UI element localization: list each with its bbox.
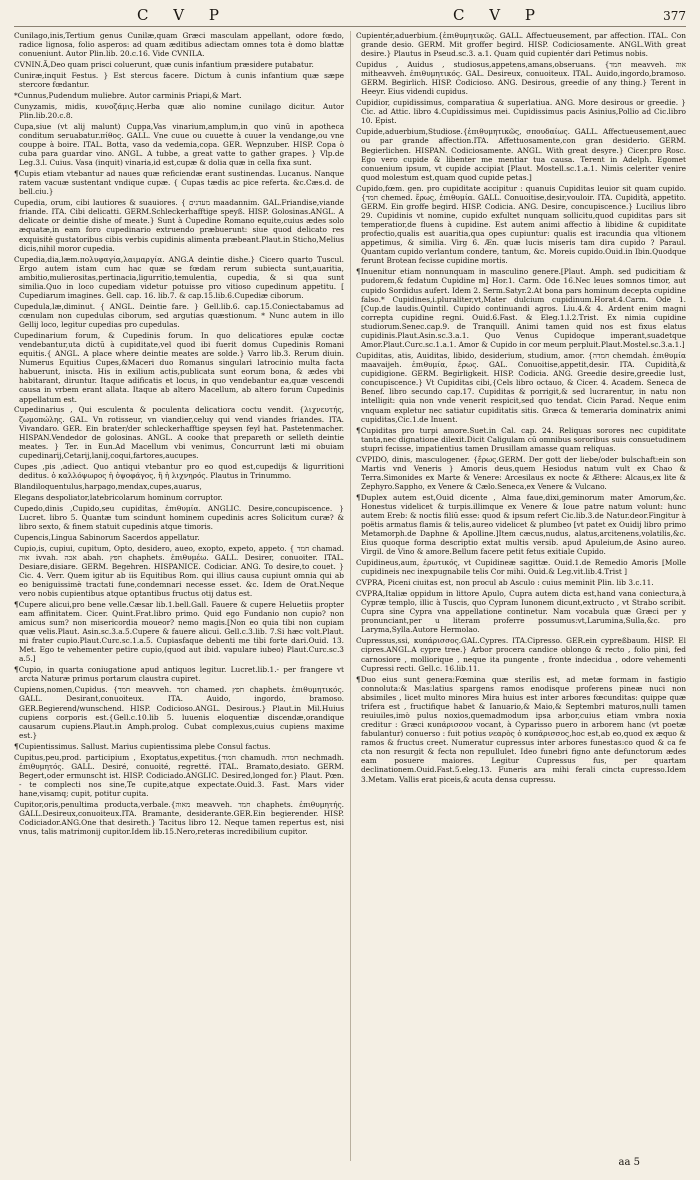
dictionary-entry: Elegans despoliator,latebricolarum hominum corruptor. xyxy=(14,492,223,502)
page-number: 377 xyxy=(663,9,686,23)
dictionary-entry: ¶Cupis etiam vtebantur ad naues quæ reficiendæ erant sustinendas. Lucanus. Nanque ratem vacuæ sustentant vndique cupæ. { Cupas tædis ac pice referta. &c.Cæs.d. de bell.ciu.} xyxy=(14,169,344,197)
dictionary-entry: ¶Cupientissimus. Sallust. Marius cupientissima plebe Consul factus. xyxy=(14,741,271,751)
dictionary-entry: ¶Cupere alicui,pro bene velle.Cæsar lib.1.bell.Gall. Fauere & cupere Heluetiis propter eam affinitatem. Cicer. Quint.Frat.libro primo. Quid ego Fundanio non cupio? non amicus sum? non misericordia moueor? nemo magis.[Non eo quia tibi non cupiam quæ velis.Plaut. Asin.sc.3.a.5.Cupere & fauere alicui. Gell.c.3.lib. 7.Si hæc volt.Plaut. mi frater cupio.Plaut.Curc.sc.1.a.5. Cupiasfaque debenti me tibi forte dari.Ouid. 13. Met. Ego te vehementer petire cupio,(quod aut ibid. vapulare iubeo) Plaut.Curc.sc.3 a.5.] xyxy=(14,599,344,664)
dictionary-entry: Cupitus,peu,prod. participium , Exoptatus,expetitus.{חמוד chamudh. חמדה nechmadh. ἐπιθυμητός. GALL. Desiré, conuoité, regretté. ITAL. Bramato,desiato. GERM. Begert,oder ermunscht ist. HISP. Codiciado.ANGLIC. Desired,longed for.} Plaut. Pœn. - te complecti nos sine,Te cupite,atque expectate.Ouid.3. Fast. Mars vider hane,visamq; cupit, potitur cupita. xyxy=(14,752,344,798)
dictionary-entry: ¶Cupio, in quarta coniugatione apud antiquos legitur. Lucret.lib.1.- per frangere vt arcta Naturæ primus portarum claustra cupiret. xyxy=(14,665,344,684)
dictionary-entry: Cupes ,pis ,adiect. Quo antiqui vtebantur pro eo quod est,cupedijs & ligurritioni deditus. ὁ καλλόψωρος ἡ ὀψοφάγος, ἢ ἡ λιχνηρός. Plautus in Trinummo. xyxy=(14,461,344,480)
dictionary-entry: Cupido,fœm. gen. pro cupiditate accipitur : quanuis Cupiditas leuior sit quam cupido. {חמד chemed. ἔρως, ἐπιθυμία. GALL. Conuoitise,desir,vouloir. ITA. Cupidità, appetito. GERM. Ein groffe begird. HISP. Codicia. ANG. Desire, concupiscence.} Lucilius libro 29. Cupidinis vt nomine, cupido exfultet nunquam sollicitu,quod cupiditas pars sit temperatior,de fluens à cupidine. Est autem animi affectio à libidine & cupiditate profectio,qualis est auaritia,qua opes cupiuntur: qualis est iracundia qua vltionem appetimus, & similia. Virg 6. Æn. quæ lucis miseris tam dira cupido ? Paraul. Quantam cupido verlantum condere, tantum, &c. Moreis cupido.Ouid.in Ibin.Quodque ferunt Brotean fecisse cupidine mortis. xyxy=(356,183,686,266)
dictionary-entry: Cupedula,læ,diminut. { ANGL. Deintie fare. } Gell.lib.6. cap.15.Coniectabamus ad cœnulam non cupedulas ciborum, sed argutias quæstionum. * Nunc autem in illo Gellij loco, legitur cupedias pro cupedulas. xyxy=(14,301,344,329)
dictionary-entry: ¶Cupiditas pro turpi amore.Suet.in Cal. cap. 24. Reliquas sorores nec cupiditate tanta,nec dignatione dilexit.Dicit Caligulam cū omnibus sororibus suis consuetudinem stupri fecisse, impatientius tamen Drusillam amasse quam reliquas. xyxy=(356,425,686,453)
dictionary-entry: Blandiloquentulus,harpago,mendax,cupes,auarus, xyxy=(14,481,202,491)
dictionary-entry: CVPRA, Piceni ciuitas est, non procul ab Asculo : cuius meminit Plin. lib 3.c.11. xyxy=(356,578,654,588)
dictionary-entry: *Cunnus,Pudendum muliebre. Autor carminis Priapi,& Mart. xyxy=(14,90,242,100)
dictionary-entry: Cunilago,inis,Tertium genus Cunilæ,quam Græci masculam appellant, odore fœdo, radice lignosa, folio asperos: ad quam æditibus adiectam omnes tota è domo blattæ conueniunt. Autor Plin.lib. 20.c.16. Vide CVNILA. xyxy=(14,31,344,59)
right-running-head: C V P xyxy=(453,6,545,24)
right-column xyxy=(356,31,686,1161)
dictionary-entry: ¶Duo eius sunt genera:Fœmina quæ sterilis est, ad metæ formam in fastigio connoluta:& Mas:latius spargens ramos enodisque proferens pineæ nuci non absimiles , licet multo minores Mira huius est inter arbores fœcunditas: quippe quæ trifera est , fructifique habet & Ianuario,& Maio,& Septembri maturos,nulli tamen reuiuiles,imò pulus noxios,quemadmodum ipsa arbor,cuius etiam vmbra noxia creditur : Græci κυπάρισσον vocant, à Cyparisso puero in arborem hanc (vt poetæ fabulantur) conuerso : fuit potius νεαρὸς ὁ κυπάρισσος,hoc est,ab eo,quod ex æquo & ramos & fructus creet. Numeratur cupressus inter arbores funestas:co quod & ca fe cta non resurgit & fecta non repullulet. Ideo funebri figno ante defunctorum ædes eam posuere maiores. Legitur Cupressus fus, per quartam declinationem.Ouid.Fast.5.eleg.13. Funeris ara mihi ferali cincta cupresso.Idem 3.Metam. Vallis erat piceis,& acuta densa cupressu. xyxy=(356,674,686,784)
dictionary-entry: Cupedinarius , Qui esculenta & poculenta delicatiora coctu vendit. {λιχνευτής, ζωμοπώλης. GAL. Vn rotisseur, vn viandier,celuy qui vend viandes friandes. ITA. Vivandaro. GER. Ein brater/der schleckerhafftige speysen feyl hat. Pastetenmacher. HISPAN.Vendedor de golosinas. ANGL. A cooke that prepareth or selleth deintie meates. } Ter. in Eun.Ad Macellum vbi venimus, Concurrunt læti mi obuiam cupedinarij,Cetarij,lanij,coqui,fartores,aucupes. xyxy=(14,405,344,460)
dictionary-entry: Cupedo,dinis ,Cupido,seu cupiditas, ἐπιθυμία. ANGLIC. Desire,concupiscence. } Lucret. libro 5. Quantæ tum scindunt hominem cupedinis acres Solicitum curæ? & libro sexto, & finem statuit cupedinis atque timoris. xyxy=(14,503,344,531)
dictionary-entry: Cupa,siue (vt alij malunt) Cuppa,Vas vinarium,amplum,in quo vinū in apotheca conditum seruabatur.πίθος. GALL. Vne cuue ou cuuette à cuuer la vendange,ou vne couppe à boire. ITAL. Botta, vaso da vedemia,copa. GER. Wepnzuber. HISP. Copa ò cuba para guardar vino. ANGL. A tubbe, a great vatte to gather grapes. } Vlp.de Leg.3.l. Cuius. Vasa (inquit) vinaria,id est,cupæ & dolia quæ in cella fixa sunt. xyxy=(14,121,344,168)
two-column-body xyxy=(14,31,686,1161)
dictionary-entry: Cupidineus,aum, ἐρωτικός, vt Cupidineæ sagittæ. Ouid.1.de Remedio Amoris [Molle cupidineis nec inexpugnabile telis Cor mihi. Ouid.& Leg.vit.lib.4.Trist ] xyxy=(356,558,686,577)
dictionary-entry: CVPRA,Italiæ oppidum in littore Apulo, Cupra autem dicta est,hand vana coniectura,à Cypræ templo, illic à Tuscis, quo Cypram Iunonem dicunt,extructo , vt Strabo scribit. Cupra sine Cypra vna appellatione continetur. Nam vocabula quæ Græci per y pronunciant,per u literam proferre possumus:vt,Larumina,Sulla,&c. pro Laryma,Sylla.Autore Hermolao. xyxy=(356,589,686,635)
dictionary-entry: Cupedinarium forum, & Cupedinis forum. In quo delicatiores epulæ coctæ vendebantur,uta dictū à cupiditate,vel quod ibi fuerit domus Cupedinis Romani equitis.{ ANGL. A place where deintie meates are solde.} Varro lib.3. Rerum diuin. Numerus Equitius Cupes,&Maceri duo Romanus singulari latrocinio multa facta habuerunt, iniscta. His in exilium actis,publicata sunt eorum bona, & ædes vbi habitarant, diruntur. Itaque adificatis et locus, in quo vendebantur ea,quæ vescendi causa in vrbem erant allata. Itaque ab altero Macellum, ab altero forum Cupedinis appellatum est. xyxy=(14,330,344,404)
dictionary-entry: ¶Inuenitur etiam nonnunquam in masculino genere.[Plaut. Amph. sed pudicitiam & pudorem,& fedatum Cupidine m] Hor.1. Carm. Ode 16.Nec leues somnos timor, aut cupido Sordidus aufert. Idem 2. Serm.Satyr.2.At bona pars hominum decepta cupidine falso.* Cupidines,i.pluraliter,vt,Mater dulcium cupidinum.Horat.4.Carm. Ode 1. [Cup.de laudis.Quintil. Cupido continuandi agros. Liu.4.& 4. Ardent enim magni correpta cupidine regni. Ouid.6.Fast. & Eleg.1.l.2.Trist. Ex nimia cupidine studiorum.Senec.cap.9. de Tranquill. Animi tamen quid nos est fixus elatus cupidinis.Plaut.Asin.sc.3.a.1. Quo Venus Cupidoque imperant,suadetque Amor.Plaut.Curc.sc.1.a.1. Amor & Cupido in cor meum perpluit.Plaut.Mostel.sc.3.a.1.] xyxy=(356,267,686,350)
dictionary-entry: Cupitor,oris,penultima producta,verbale.{מאוה meavveh. חמד chaphets. ἐπιθυμητής. GALL.Desireux,conuoiteux.ITA. Bramante, desiderante.GER.Ein begierender. HISP. Codiciador.ANG.One that desireth.} Tacitus libro 12. Neque tamen repertus est, nisi vnus, talis matrimonij cupitor.Idem lib.15.Nero,reteras incredibilium cupitor. xyxy=(14,799,344,837)
dictionary-entry: Cupide,aduerbium,Studiose.{ἐπιθυμητικῶς, σπουδαίως. GALL. Affectueusement,auec ou par grande affection.ITA. Affettuosamente,con gran desiderio. GERM. Begierlichen. HISPAN. Codiciosamente. ANGL. With great desyre.} Cicer.pro Rosc. Ego vero cupide & libenter me mentiar tua causa. Terent in Adelph. Egomet conuenium ipsum, vt cupide accipiat [Plaut. Mostell.sc.1.a.1. Nimis celeriter venire quod molestum est,quam quod cupide petas.] xyxy=(356,127,686,182)
dictionary-entry: CVNIN.Ã,Deo quam prisci coluerunt, quæ cunis infantium præsidere putabatur. xyxy=(14,60,314,70)
dictionary-entry: Cupiens,nomen,Cupidus. {חמד meavveh. חמד chamed. חפץ chaphets. ἐπιθυμητικός. GALL. Desirant,conuoiteux. ITA. Auido, ingordo, bramoso. GER.Begierend/wunschend. HISP. Codicioso.ANGL. Desirous.} Plaut.in Mil.Huius cupiens corporis est.{Gell.c.10.lib 5. luuenis eloquentiæ discendæ,orandique causarum cupiens.Plaut.in Amph.prolog. Cubat complexus,cuius cupiens maxime est.} xyxy=(14,685,344,740)
dictionary-entry: Cupidus , Auidus , studiosus,appetens,amans,obseruans. {חמד meavveh. אוה mitheavveh. ἐπιθυμητικός. GAL. Desireux, conuoiteux. ITAL. Auido,ingordo,bramoso. GERM. Begirlich. HISP. Codicioso. ANG. Desirous, greedie of any thing.} Terent in Heeyr. Eius videndi cupidus. xyxy=(356,60,686,97)
dictionary-entry: Cupidior, cupidissimus, comparatiua & superlatiua. ANG. More desirous or greedie. } Cic. ad Attic. libro 4.Cupidissimus mei. Cupidissimus pacis Asinius,Pollio ad Cic.libro 10. Epist. xyxy=(356,98,686,126)
dictionary-entry: CVPIDO, dinis, masculogener. {ἔρως.GERM. Der gott der liebe/oder bulschaft:ein son Martis vnd Veneris } Amoris deus,quem Hesiodus natum vult ex Chao & Terra.Simonides ex Marte & Venere: Arcesilaus ex nocte & Æthere: Alcaus,ex lite & Zephyro.Sappho, ex Venere & Cælo.Seneca,ex Venere & Vulcano. xyxy=(356,454,686,491)
dictionary-entry: Cuniræ,inquit Festus. } Est stercus facere. Dictum à cunis infantium quæ sæpe stercore fœdantur. xyxy=(14,70,344,90)
dictionary-entry: Cupiditas, atis, Auiditas, libido, desiderium, studium, amor. {חמדה chemdah. ἐπιθυμία maavaijeh. ἐπιθυμία, ἔρως. GAL. Conuoitise,appetit,desir. ITA. Cupidità,& cupidigione. GERM. Begirligkeit. HISP. Codicia. ANG. Greedie desire,greedie lust, concupiscence.} Vt Cupiditas cibi,{Cels libro octauo, & Cicer. 4. Academ. Seneca de Benef. libro secundo cap.17. Cupiditas & porrigit,& sed lucrarentur, in natu non intelligit: quia non vnde venerit respicit,sed quo tendat. Cicin Parad. Neque enim vnquam expletur nec satiatur cupiditatis sitis. Græca & temeraria dominatrix animi cupiditas,Cic.1.de Inuent. xyxy=(356,350,686,424)
left-column xyxy=(14,31,344,1161)
dictionary-entry: Cupedia,dia,læm.πολυφαγία,λαιμαργία. ANG.A deintie dishe.} Cicero quarto Tuscul. Ergo autem istam cum hac quæ se fœdam rerum subiecta sunt,auaritia, ambitio,mulierositas,pertinacia,ligurritio,temulentia, cupedia, & si qua sunt similia.Quo in loco cupediam videtur potuisse pro vitioso cupedinum appetitu. [ Cupediarum imagines. Gell. cap. 16. lib.7. & cap.15.lib.6.Cupediæ ciborum. xyxy=(14,254,344,300)
dictionary-entry: Cupio,is, cupiui, cupitum, Opto, desidero, aueo, exopto, expeto, appeto. { חמד chamad. אוה ivvah. אבה abah. חפץ chaphets. ἐπιθυμέω. GALL. Desirer, conuoiter. ITAL. Desiare,disiare. GERM. Begehren. HISPANICE. Codiciar. ANG. To desire,to couet. } Cic. 4. Verr. Quem igitur ab iis Equitibus Rom. qui illius causa cupiunt omnia qui ab eo beniguissimè tractati fune,condemnari necesse esset. &c. Idem de Orat.Neque vero nobis cupientibus atque optantibus fructus otij datus est. xyxy=(14,543,344,598)
left-running-head: C V P xyxy=(137,6,229,24)
dictionary-entry: Cupedia, orum, cibi lautiores & suauiores. { מעדנים maadannim. GAL.Friandise,viande friande. ITA. Cibi delicatti. GERM.Schleckerhafftige speyß. HISP. Golosinas.ANGL. A delicate or deintie dishe of meate.} Sunt à Cupedine Romano equite,cuius ædes solo æquatæ,in eam foro cupedinario extruendo præbuerunt: siue quod delicato res exquisitè gustatoribus cibis verbis cupidinis alimenta præbeant.Plaut.in Sticho,Melius dicis,nihil moror cupedia. xyxy=(14,198,344,253)
running-header xyxy=(14,6,686,27)
dictionary-entry: Cunyzamis, midis, κυνοζάμις.Herba quæ alio nomine cunilago dicitur. Autor Plin.lib.20.c.8. xyxy=(14,101,344,120)
dictionary-entry: ¶Duplex autem est,Ouid dicente , Alma faue,dixi,geminorum mater Amorum,&c. Honestus videlicet & turpis.illimque ex Venere & Ioue patre natum volunt: hunc autem Ereb: & noctis filiū esse: quod & ipsum refert Cic.lib.3.de Natur.deor.Fingitur à poëtis armatus flamis & telis,aureo videlicet & plumbeo [vt patet ex Ouidij libro primo Metamorph.de Daphne & Apolline.]Item cæcus,nudus, alatus,arcitenens,volatilis,&c. Eius quoque forma descriptio extat multis versib. apud Apuleium,de Asino aureo. Virgil. de Vino & amore.Bellum facere petit fetus exitiale Cupido. xyxy=(356,492,686,557)
dictionary-entry: Cupencis,Lingua Sabinorum Sacerdos appellatur. xyxy=(14,532,200,542)
dictionary-entry: Cupientér,aduerbium.{ἐπιθυμητικῶς. GALL. Affectueusement, par affection. ITAL. Con grande desio. GERM. Mit groffer begird. HISP. Codiciosamente. ANGL.With great desire.} Plautus in Pseud.sc.3. a.1. Quam quid cupientér dari Petimus nobis. xyxy=(356,31,686,59)
dictionary-entry: Cupressus,ssi, κυπάρισσος.GAL.Cypres. ITA.Cipresso. GER.ein cypreßbaum. HISP. El cipres.ANGL.A cypre tree.} Arbor procera candice oblongo & recto , folio pini, fed carnosiore , molliorique , neque ita pungente , fronte indecidua , odore vehementi Cupressi recti. Gell.c. 16.lib.11. xyxy=(356,636,686,673)
signature-mark: aa 5 xyxy=(618,1157,640,1168)
column-divider xyxy=(350,31,351,1161)
